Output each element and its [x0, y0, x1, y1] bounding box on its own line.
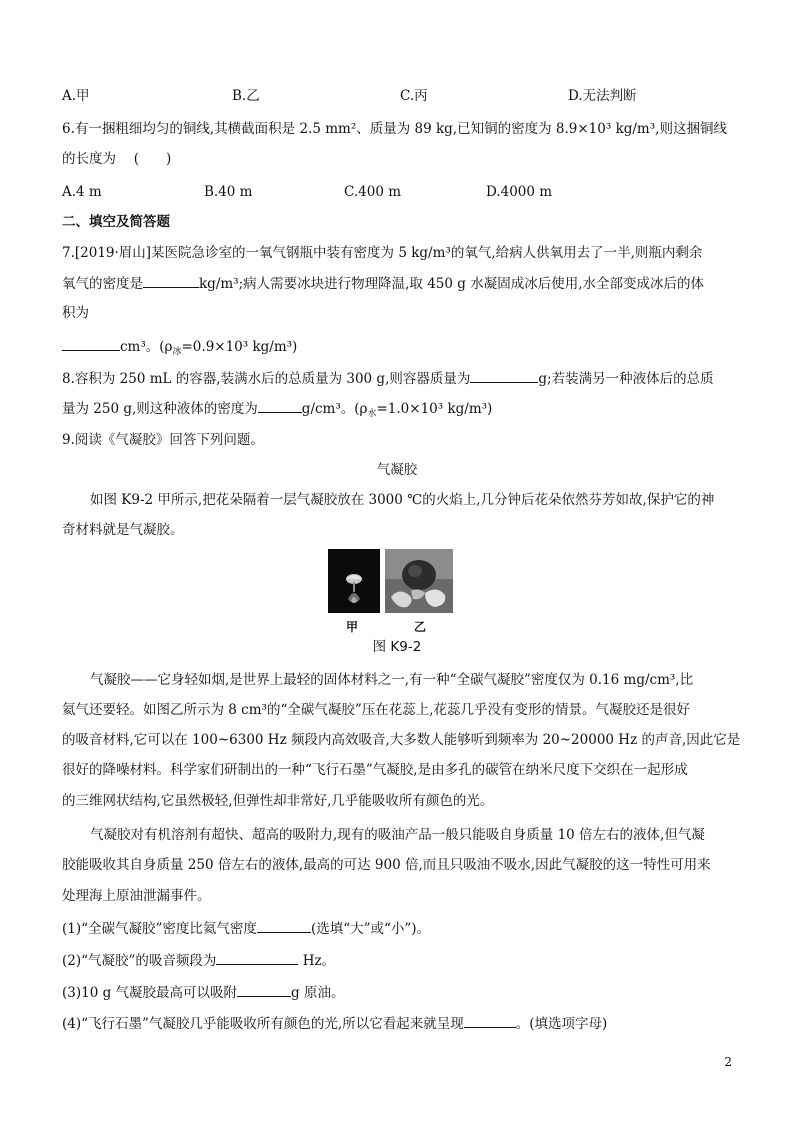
q7-line-4-text-b: =0.9×10³ kg/m³) — [181, 339, 298, 355]
q8-line-2-text-c: =1.0×10³ kg/m³) — [376, 401, 493, 417]
page-number: 2 — [724, 1055, 732, 1069]
sub-question-1-text-b: (选填“大”或“小”)。 — [310, 921, 431, 937]
sub-question-1-text-a: (1)“全碳气凝胶”密度比氦气密度 — [62, 921, 257, 937]
q8-blank-2[interactable] — [258, 398, 302, 413]
sub-question-2-text-a: (2)“气凝胶”的吸音频段为 — [62, 953, 217, 969]
article-p3-line-2: 胶能吸收其自身质量 250 倍左右的液体,最高的可达 900 倍,而且只吸油不吸水,因此气凝胶的这一特性可用来 — [62, 857, 711, 873]
q6-line-1: 6.有一捆粗细均匀的铜线,其横截面积是 2.5 mm²、质量为 89 kg,已知铜的密度为 8.9×10³ kg/m³,则这捆铜线 — [62, 121, 727, 137]
figure-label-a: 甲 — [346, 620, 359, 634]
q6-option-d: D.4000 m — [486, 184, 553, 200]
sub-question-1 — [62, 918, 430, 939]
aerogel-on-flower-image — [385, 549, 453, 613]
article-p2-line-3: 的吸音材料,它可以在 100~6300 Hz 频段内高效吸音,大多数人能够听到频率为 20~20000 Hz 的声音,因此它是 — [62, 732, 741, 748]
q7-blank-1[interactable] — [143, 273, 199, 288]
sub-question-3-text-a: (3)10 g 气凝胶最高可以吸附 — [62, 985, 238, 1001]
sub-question-4-text-a: (4)“飞行石墨”气凝胶几乎能吸收所有颜色的光,所以它看起来就呈现 — [62, 1016, 464, 1032]
sub-question-4-blank[interactable] — [464, 1013, 516, 1028]
q5-option-d: D.无法判断 — [568, 88, 637, 104]
q8-rho-subscript: 水 — [367, 409, 377, 419]
q7-line-1: 7.[2019·眉山]某医院急诊室的一氧气钢瓶中装有密度为 5 kg/m³的氧气,给病人供氧用去了一半,则瓶内剩余 — [62, 245, 703, 261]
q8-line-2-text-a: 量为 250 g,则这种液体的密度为 — [62, 401, 258, 417]
figure-label-b: 乙 — [414, 620, 427, 634]
q9-intro: 9.阅读《气凝胶》回答下列问题。 — [62, 432, 264, 448]
article-p2-line-2: 氦气还要轻。如图乙所示为 8 cm³的“全碳气凝胶”压在花蕊上,花蕊几乎没有变形的情景。气凝胶还是很好 — [62, 702, 691, 718]
sub-question-1-blank[interactable] — [257, 918, 311, 933]
q5-option-c: C.丙 — [400, 88, 428, 104]
sub-question-3 — [62, 982, 344, 1003]
q8-line-1 — [62, 368, 714, 389]
sub-question-4 — [62, 1013, 607, 1034]
article-p3-line-1: 气凝胶对有机溶剂有超快、超高的吸附力,现有的吸油产品一般只能吸自身质量 10 倍左右的液体,但气凝 — [90, 827, 705, 843]
q6-option-c: C.400 m — [344, 184, 401, 200]
article-p1-line-1: 如图 K9-2 甲所示,把花朵隔着一层气凝胶放在 3000 ℃的火焰上,几分钟后花朵依然芬芳如故,保护它的神 — [90, 492, 715, 508]
q5-option-b: B.乙 — [232, 88, 260, 104]
q8-line-1-text-a: 8.容积为 250 mL 的容器,装满水后的总质量为 300 g,则容器质量为 — [62, 371, 471, 387]
q7-blank-2[interactable] — [62, 336, 120, 351]
q5-option-a: A.甲 — [62, 88, 90, 104]
flower-on-flame-image — [328, 549, 380, 613]
section-2-title: 二、填空及简答题 — [62, 214, 170, 230]
q8-line-2-text-b: g/cm³。(ρ — [301, 401, 368, 417]
q7-line-2-text-a: 氧气的密度是 — [62, 276, 143, 292]
q7-rho-subscript: 冰 — [172, 347, 182, 357]
article-title: 气凝胶 — [376, 462, 418, 478]
q6-line-2: 的长度为 ( ) — [62, 151, 172, 167]
q6-option-a: A.4 m — [62, 184, 102, 200]
article-p2-line-5: 的三维网状结构,它虽然极轻,但弹性却非常好,几乎能吸收所有颜色的光。 — [62, 793, 494, 809]
q7-line-2 — [62, 273, 704, 294]
q7-line-3: 积为 — [62, 305, 89, 321]
article-p3-line-3: 处理海上原油泄漏事件。 — [62, 888, 211, 904]
figure-a-flame-flower — [328, 549, 380, 613]
article-p1-line-2: 奇材料就是气凝胶。 — [62, 522, 184, 538]
article-p2-line-4: 很好的降噪材料。科学家们研制出的一种“飞行石墨”气凝胶,是由多孔的碳管在纳米尺度下交织在一起形成 — [62, 762, 688, 778]
sub-question-2 — [62, 950, 335, 971]
sub-question-3-text-b: g 原油。 — [291, 985, 345, 1001]
q8-line-1-text-b: g;若装满另一种液体后的总质 — [538, 371, 714, 387]
sub-question-4-text-b: 。(填选项字母) — [515, 1016, 608, 1032]
q7-line-4 — [62, 336, 297, 362]
article-p2-line-1: 气凝胶——它身轻如烟,是世界上最轻的固体材料之一,有一种“全碳气凝胶”密度仅为 0.16 mg/cm³,比 — [90, 672, 694, 688]
q6-option-b: B.40 m — [204, 184, 253, 200]
q7-line-2-text-b: kg/m³;病人需要冰块进行物理降温,取 450 g 水凝固成冰后使用,水全部变成冰后的体 — [199, 276, 704, 292]
sub-question-2-text-b: Hz。 — [302, 953, 336, 969]
figure-caption: 图 K9-2 — [372, 639, 422, 655]
sub-question-3-blank[interactable] — [237, 982, 291, 997]
q8-blank-1[interactable] — [470, 368, 538, 383]
figure-b-aerogel-on-flower — [385, 549, 453, 613]
sub-question-2-blank[interactable] — [216, 950, 298, 965]
q8-line-2 — [62, 398, 492, 424]
q7-line-4-text-a: cm³。(ρ — [120, 339, 173, 355]
